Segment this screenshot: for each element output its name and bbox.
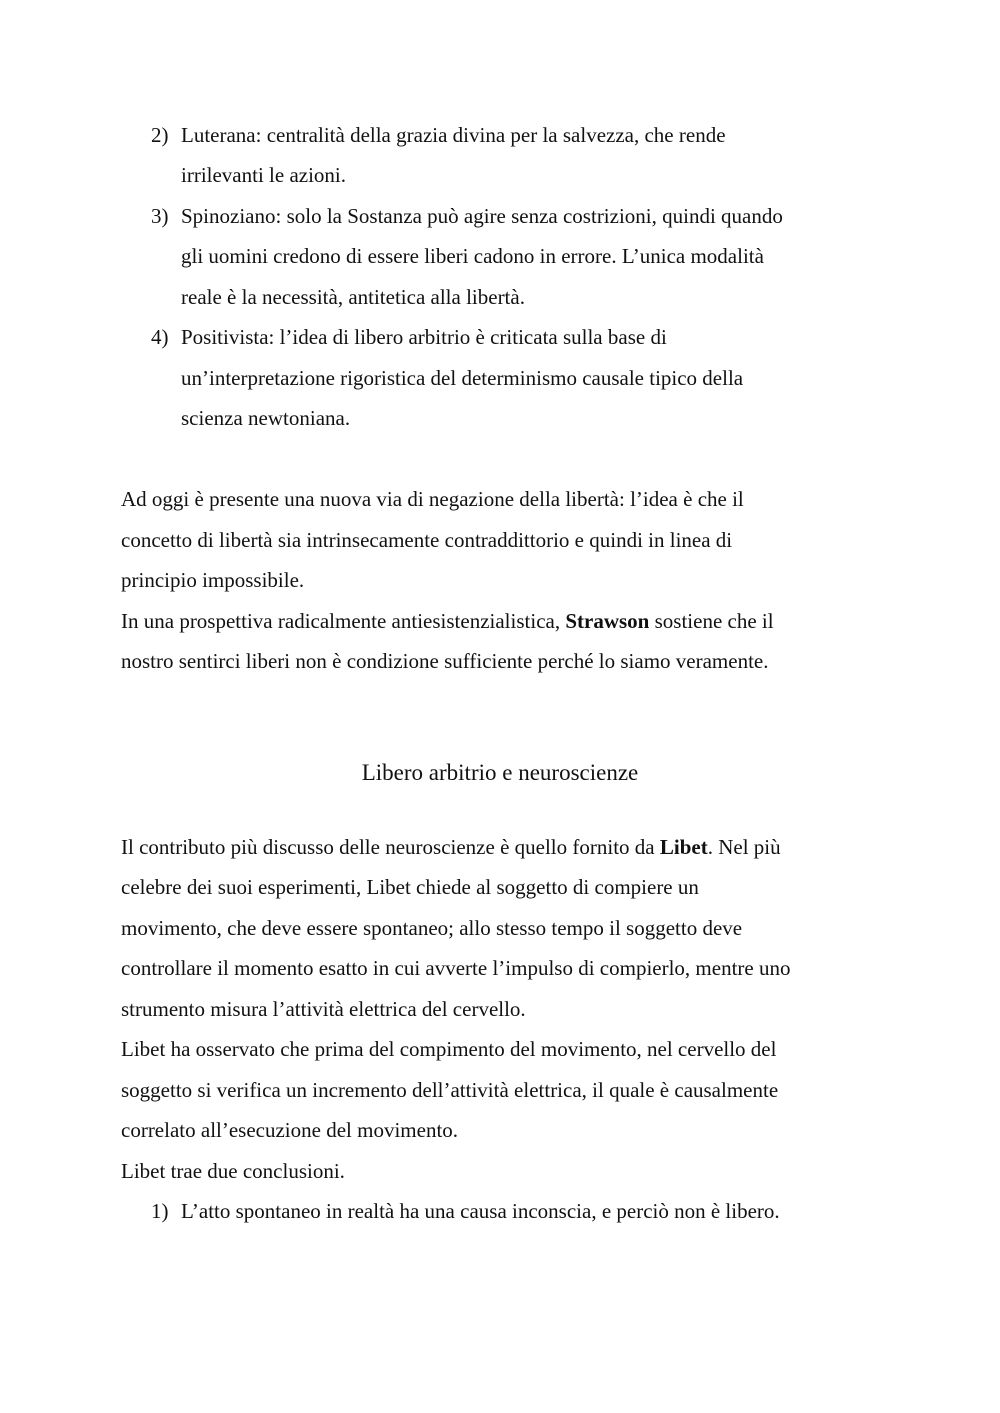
- list-item-number: 4): [151, 325, 169, 349]
- paragraph-line: Libet trae due conclusioni.: [121, 1159, 345, 1183]
- paragraph-line: movimento, che deve essere spontaneo; allo stesso tempo il soggetto deve: [121, 916, 743, 940]
- list-item-text: reale è la necessità, antitetica alla libertà.: [181, 285, 525, 309]
- paragraph-line: Libet ha osservato che prima del compimento del movimento, nel cervello del: [121, 1037, 777, 1061]
- paragraph-line: nostro sentirci liberi non è condizione sufficiente perché lo siamo veramente.: [121, 649, 769, 673]
- paragraph-line: soggetto si verifica un incremento dell’attività elettrica, il quale è causalmente: [121, 1078, 779, 1102]
- paragraph-line: controllare il momento esatto in cui avverte l’impulso di compierlo, mentre uno: [121, 956, 791, 980]
- list-item-text: L’atto spontaneo in realtà ha una causa inconscia, e perciò non è libero.: [181, 1199, 780, 1223]
- list-item-number: 1): [151, 1199, 169, 1223]
- paragraph-line: correlato all’esecuzione del movimento.: [121, 1118, 459, 1142]
- list-item-text: Spinoziano: solo la Sostanza può agire senza costrizioni, quindi quando: [181, 204, 783, 228]
- list-item-text: Positivista: l’idea di libero arbitrio è criticata sulla base di: [181, 325, 667, 349]
- list-item-number: 3): [151, 204, 169, 228]
- text-run: Il contributo più discusso delle neuroscienze è quello fornito da: [121, 835, 660, 859]
- list-item-text: gli uomini credono di essere liberi cadono in errore. L’unica modalità: [181, 244, 764, 268]
- list-item-text: Luterana: centralità della grazia divina per la salvezza, che rende: [181, 123, 726, 147]
- paragraph-line: [121, 608, 774, 634]
- text-run: sostiene che il: [649, 609, 774, 633]
- paragraph-line: [121, 834, 781, 860]
- paragraph-line: celebre dei suoi esperimenti, Libet chiede al soggetto di compiere un: [121, 875, 699, 899]
- paragraph-line: concetto di libertà sia intrinsecamente contraddittorio e quindi in linea di: [121, 528, 733, 552]
- list-item-text: scienza newtoniana.: [181, 406, 351, 430]
- bold-name: Strawson: [565, 609, 650, 633]
- section-heading: Libero arbitrio e neuroscienze: [361, 760, 639, 785]
- bold-name: Libet: [659, 835, 708, 859]
- paragraph-line: strumento misura l’attività elettrica del cervello.: [121, 997, 526, 1021]
- paragraph-line: Ad oggi è presente una nuova via di negazione della libertà: l’idea è che il: [121, 487, 744, 511]
- list-item-number: 2): [151, 123, 169, 147]
- paragraph-line: principio impossibile.: [121, 568, 305, 592]
- list-item-text: un’interpretazione rigoristica del determinismo causale tipico della: [181, 366, 744, 390]
- text-run: In una prospettiva radicalmente antiesistenzialistica,: [121, 609, 566, 633]
- text-run: . Nel più: [707, 835, 781, 859]
- list-item-text: irrilevanti le azioni.: [181, 163, 347, 187]
